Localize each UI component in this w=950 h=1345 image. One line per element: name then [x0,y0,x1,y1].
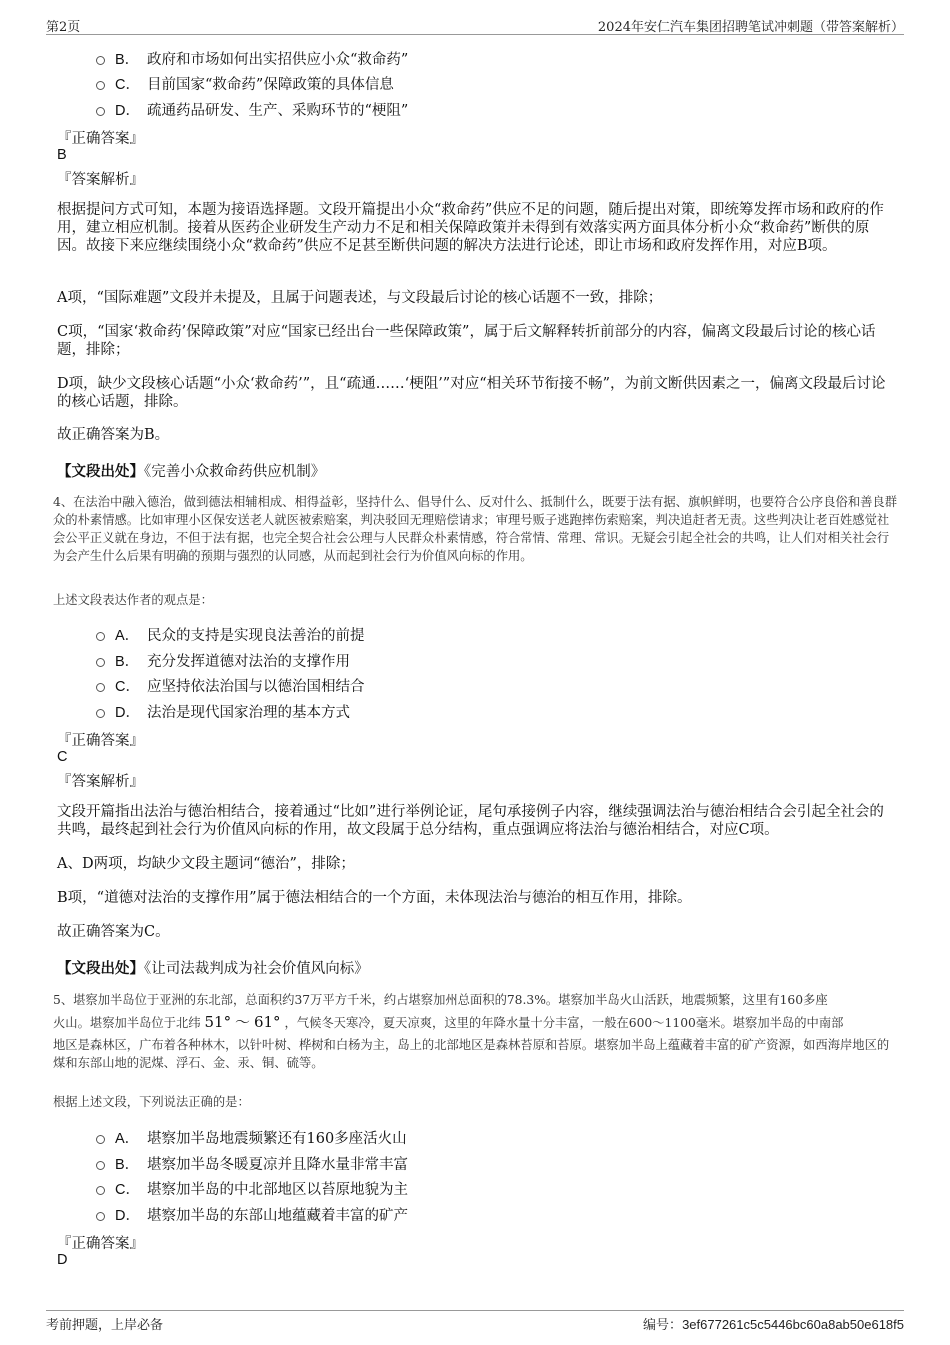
q3-answer: B [57,147,67,163]
radio-icon[interactable] [96,632,105,641]
radio-icon[interactable] [96,107,105,116]
q4-answer-label: 『正确答案』 [57,733,144,749]
footer-slogan: 考前押题，上岸必备 [46,1318,164,1333]
q4-analysis-p2: A、D两项，均缺少文段主题词“德治”，排除； [57,856,355,872]
radio-icon[interactable] [96,56,105,65]
q4-source: 【文段出处】《让司法裁判成为社会价值风向标》 [57,960,369,977]
q5-text-line2: 火山。堪察加半岛位于北纬 51° ～ 61° ，气候冬天寒冷，夏天凉爽，这里的年降水量十分丰富，一般在600～1100毫米。堪察加半岛的中南部 [53,1013,844,1031]
radio-icon[interactable] [96,1212,105,1221]
radio-icon[interactable] [96,1186,105,1195]
q5-option-d[interactable]: D． 堪察加半岛的东部山地蕴藏着丰富的矿产 [96,1204,408,1225]
q4-analysis-p1: 文段开篇指出法治与德治相结合，接着通过“比如”进行举例论证，尾句承接例子内容，继续强调法治与德治相结合会引起全社会的共鸣，最终起到社会行为价值风向标的作用，故文段属于总分结构，重点强调应将法治与德治相结合，对应C项。 [57,804,884,838]
radio-icon[interactable] [96,658,105,667]
q4-answer: C [57,749,68,765]
header-page-number: 第2页 [46,20,81,35]
q5-option-c[interactable]: C． 堪察加半岛的中北部地区以苔原地貌为主 [96,1178,408,1199]
radio-icon[interactable] [96,81,105,90]
q4-analysis-label: 『答案解析』 [57,774,144,790]
q3-analysis-p4: D项，缺少文段核心话题“小众‘救命药’”，且“疏通……‘梗阻’”对应“相关环节衔接不畅”，为前文断供因素之一，偏离文段最后讨论的核心话题，排除。 [57,376,886,410]
radio-icon[interactable] [96,709,105,718]
radio-icon[interactable] [96,683,105,692]
q3-analysis-p2: A项，“国际难题”文段并未提及，且属于问题表述，与文段最后讨论的核心话题不一致，排除； [57,290,663,306]
header-divider [46,34,904,35]
q5-text-line1: 5、堪察加半岛位于亚洲的东北部，总面积约37万平方千米，约占堪察加州总面积的78.3%。堪察加半岛火山活跃，地震频繁，这里有160多座 [53,993,828,1007]
q3-option-c[interactable]: C． 目前国家“救命药”保障政策的具体信息 [96,73,394,94]
q5-option-a[interactable]: A． 堪察加半岛地震频繁还有160多座活火山 [96,1127,407,1148]
footer-divider [46,1310,904,1311]
q4-text: 4、在法治中融入德治，做到德法相辅相成、相得益彰，坚持什么、倡导什么、反对什么、抵制什么，既要于法有据、旗帜鲜明，也要符合公序良俗和善良群众的朴素情感。比如审理小区保安送老人就医被索赔案，判决驳回无理赔偿请求；审理号贩子逃跑摔伤索赔案，判决追赶者无责。这些判决让老百姓感觉社会公平正义就在身边，不但于法有据，也完全契合社会公理与人民群众朴素情感，符合常情、常理、常识。无疑会引起全社会的共鸣，让人们对相关社会行为会产生什么后果有明确的预期与强烈的认同感，从而起到社会行为价值风向标的作用。 [53,495,898,563]
q3-analysis-p5: 故正确答案为B。 [57,427,170,443]
q4-analysis-p4: 故正确答案为C。 [57,924,170,940]
radio-icon[interactable] [96,1161,105,1170]
q4-stem: 上述文段表达作者的观点是： [53,593,213,607]
q3-analysis-label: 『答案解析』 [57,172,144,188]
q5-option-b[interactable]: B． 堪察加半岛冬暖夏凉并且降水量非常丰富 [96,1153,408,1174]
footer-id: 编号：3ef677261c5c5446bc60a8ab50e618f5 [643,1317,904,1333]
radio-icon[interactable] [96,1135,105,1144]
q5-answer-label: 『正确答案』 [57,1236,144,1252]
q3-option-b[interactable]: B． 政府和市场如何出实招供应小众“救命药” [96,48,408,69]
q3-source: 【文段出处】《完善小众救命药供应机制》 [57,463,326,480]
header-title: 2024年安仁汽车集团招聘笔试冲刺题（带答案解析） [597,20,904,35]
q5-answer: D [57,1252,68,1268]
q4-option-b[interactable]: B． 充分发挥道德对法治的支撑作用 [96,650,350,671]
q3-analysis-p3: C项，“国家‘救命药’保障政策”对应“国家已经出台一些保障政策”，属于后文解释转折前部分的内容，偏离文段最后讨论的核心话题，排除； [57,324,876,358]
q4-analysis-p3: B项，“道德对法治的支撑作用”属于德法相结合的一个方面，未体现法治与德治的相互作用，排除。 [57,890,692,906]
q4-option-d[interactable]: D． 法治是现代国家治理的基本方式 [96,701,350,722]
q3-analysis-p1: 根据提问方式可知，本题为接语选择题。文段开篇提出小众“救命药”供应不足的问题，随后提出对策，即统筹发挥市场和政府的作用，建立相应机制。接着从医药企业研发生产动力不足和相关保障政策并未得到有效落实两方面具体分析小众“救命药”断供的原因。故接下来应继续围绕小众“救命药”供应不足甚至断供问题的解决方法进行论述，即让市场和政府发挥作用，对应B项。 [57,202,884,254]
q4-option-a[interactable]: A． 民众的支持是实现良法善治的前提 [96,624,365,645]
q3-option-d[interactable]: D． 疏通药品研发、生产、采购环节的“梗阻” [96,99,408,120]
q4-option-c[interactable]: C． 应坚持依法治国与以德治国相结合 [96,675,365,696]
q5-text-line3: 地区是森林区，广布着各种林木，以针叶树、桦树和白杨为主，岛上的北部地区是森林苔原和苔原。堪察加半岛上蕴藏着丰富的矿产资源，如西海岸地区的煤和东部山地的泥煤、浮石、金、汞、铜、硫等。 [53,1038,890,1070]
q3-answer-label: 『正确答案』 [57,131,144,147]
q5-stem: 根据上述文段，下列说法正确的是： [53,1095,250,1109]
